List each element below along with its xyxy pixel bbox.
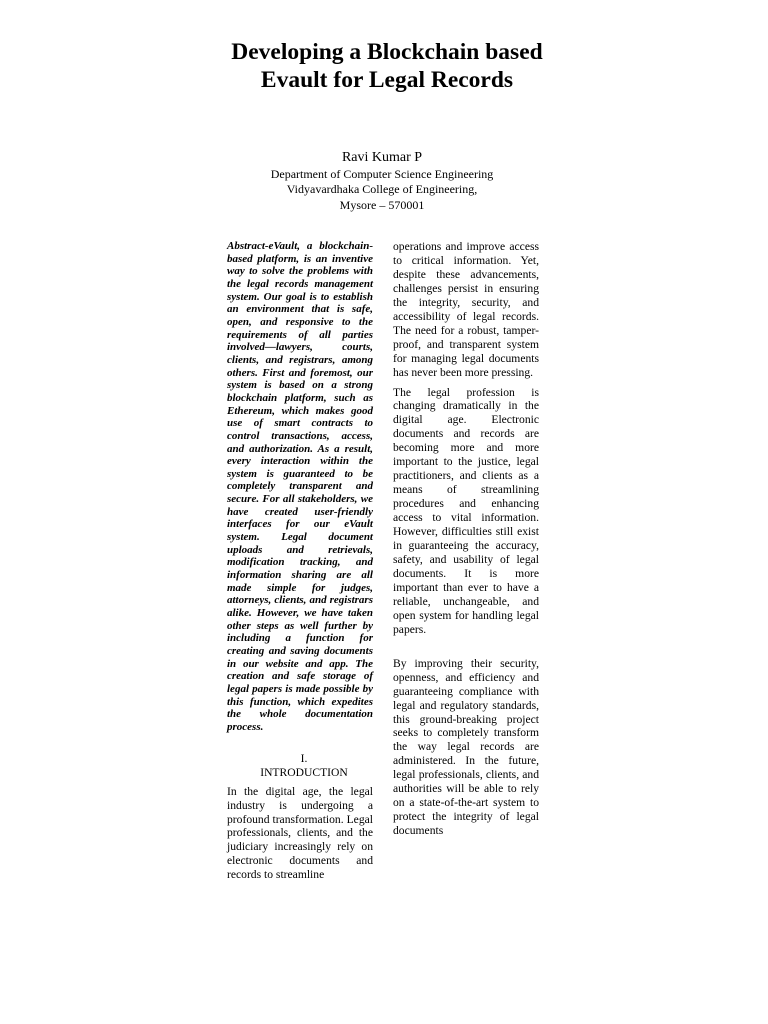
left-column bbox=[227, 240, 373, 882]
abstract: Abstract-eVault, a blockchain-based platform, is an inventive way to solve the problems with the legal records management system. Our goal is to establish an environment that is safe, open, and responsive to the requirements of all parties involved—lawyers, courts, clients, and registrars, among others. First and foremost, our system is based on a strong blockchain platform, such as Ethereum, which makes good use of smart contracts to control transactions, access, and authorization. As a result, every interaction within the system is guaranteed to be completely transparent and secure. For all stakeholders, we have created user-friendly interfaces for our eVault system. Legal document uploads and retrievals, modification tracking, and information sharing are all made simple for judges, attorneys, clients, and registrars alike. However, we have taken other steps as well further by including a function for creating and saving documents in our website and app. The creation and safe storage of legal papers is made possible by this function, which expedites the whole documentation process. bbox=[227, 240, 373, 733]
section-number: I. bbox=[300, 751, 308, 765]
author-name: Ravi Kumar P bbox=[341, 150, 423, 165]
section-title: INTRODUCTION bbox=[260, 766, 348, 780]
intro-paragraph-1: In the digital age, the legal industry is undergoing a profound transformation. Legal professionals, clients, and the judiciary increasingly rely on electronic documents and records to streamline bbox=[227, 784, 373, 882]
paper-title: Developing a Blockchain based Evault for Legal Records bbox=[231, 39, 543, 93]
intro-paragraph-4: By improving their security, openness, and efficiency and guaranteeing compliance with legal and regulatory standards, this ground-breaking project seeks to completely transform the way legal records are administered. In the future, legal professionals, clients, and authorities will be able to rely on a state-of-the-art system to protect the integrity of legal documents bbox=[393, 656, 539, 838]
section-heading bbox=[227, 752, 381, 781]
intro-paragraph-3: The legal profession is changing dramatically in the digital age. Electronic documents and records are becoming more and more important to the justice, legal practitioners, and clients as a means of streamlining procedures and enhancing access to vital information. However, difficulties still exist in guaranteeing the accuracy, safety, and usability of legal documents. It is more important than ever to have a reliable, unchangeable, and open system for handling legal papers. bbox=[393, 385, 539, 636]
affiliation-department: Department of Computer Science Engineering bbox=[270, 167, 494, 181]
affiliation-college: Vidyavardhaka College of Engineering, bbox=[286, 182, 478, 197]
affiliation-city: Mysore – 570001 bbox=[339, 197, 425, 212]
author-block bbox=[200, 150, 564, 213]
intro-paragraph-2: operations and improve access to critical information. Yet, despite these advancements, challenges persist in ensuring the integrity, security, and accessibility of legal records. The need for a robust, tamper-proof, and transparent system for managing legal documents has never been more pressing. bbox=[393, 240, 539, 379]
right-column bbox=[393, 240, 539, 844]
